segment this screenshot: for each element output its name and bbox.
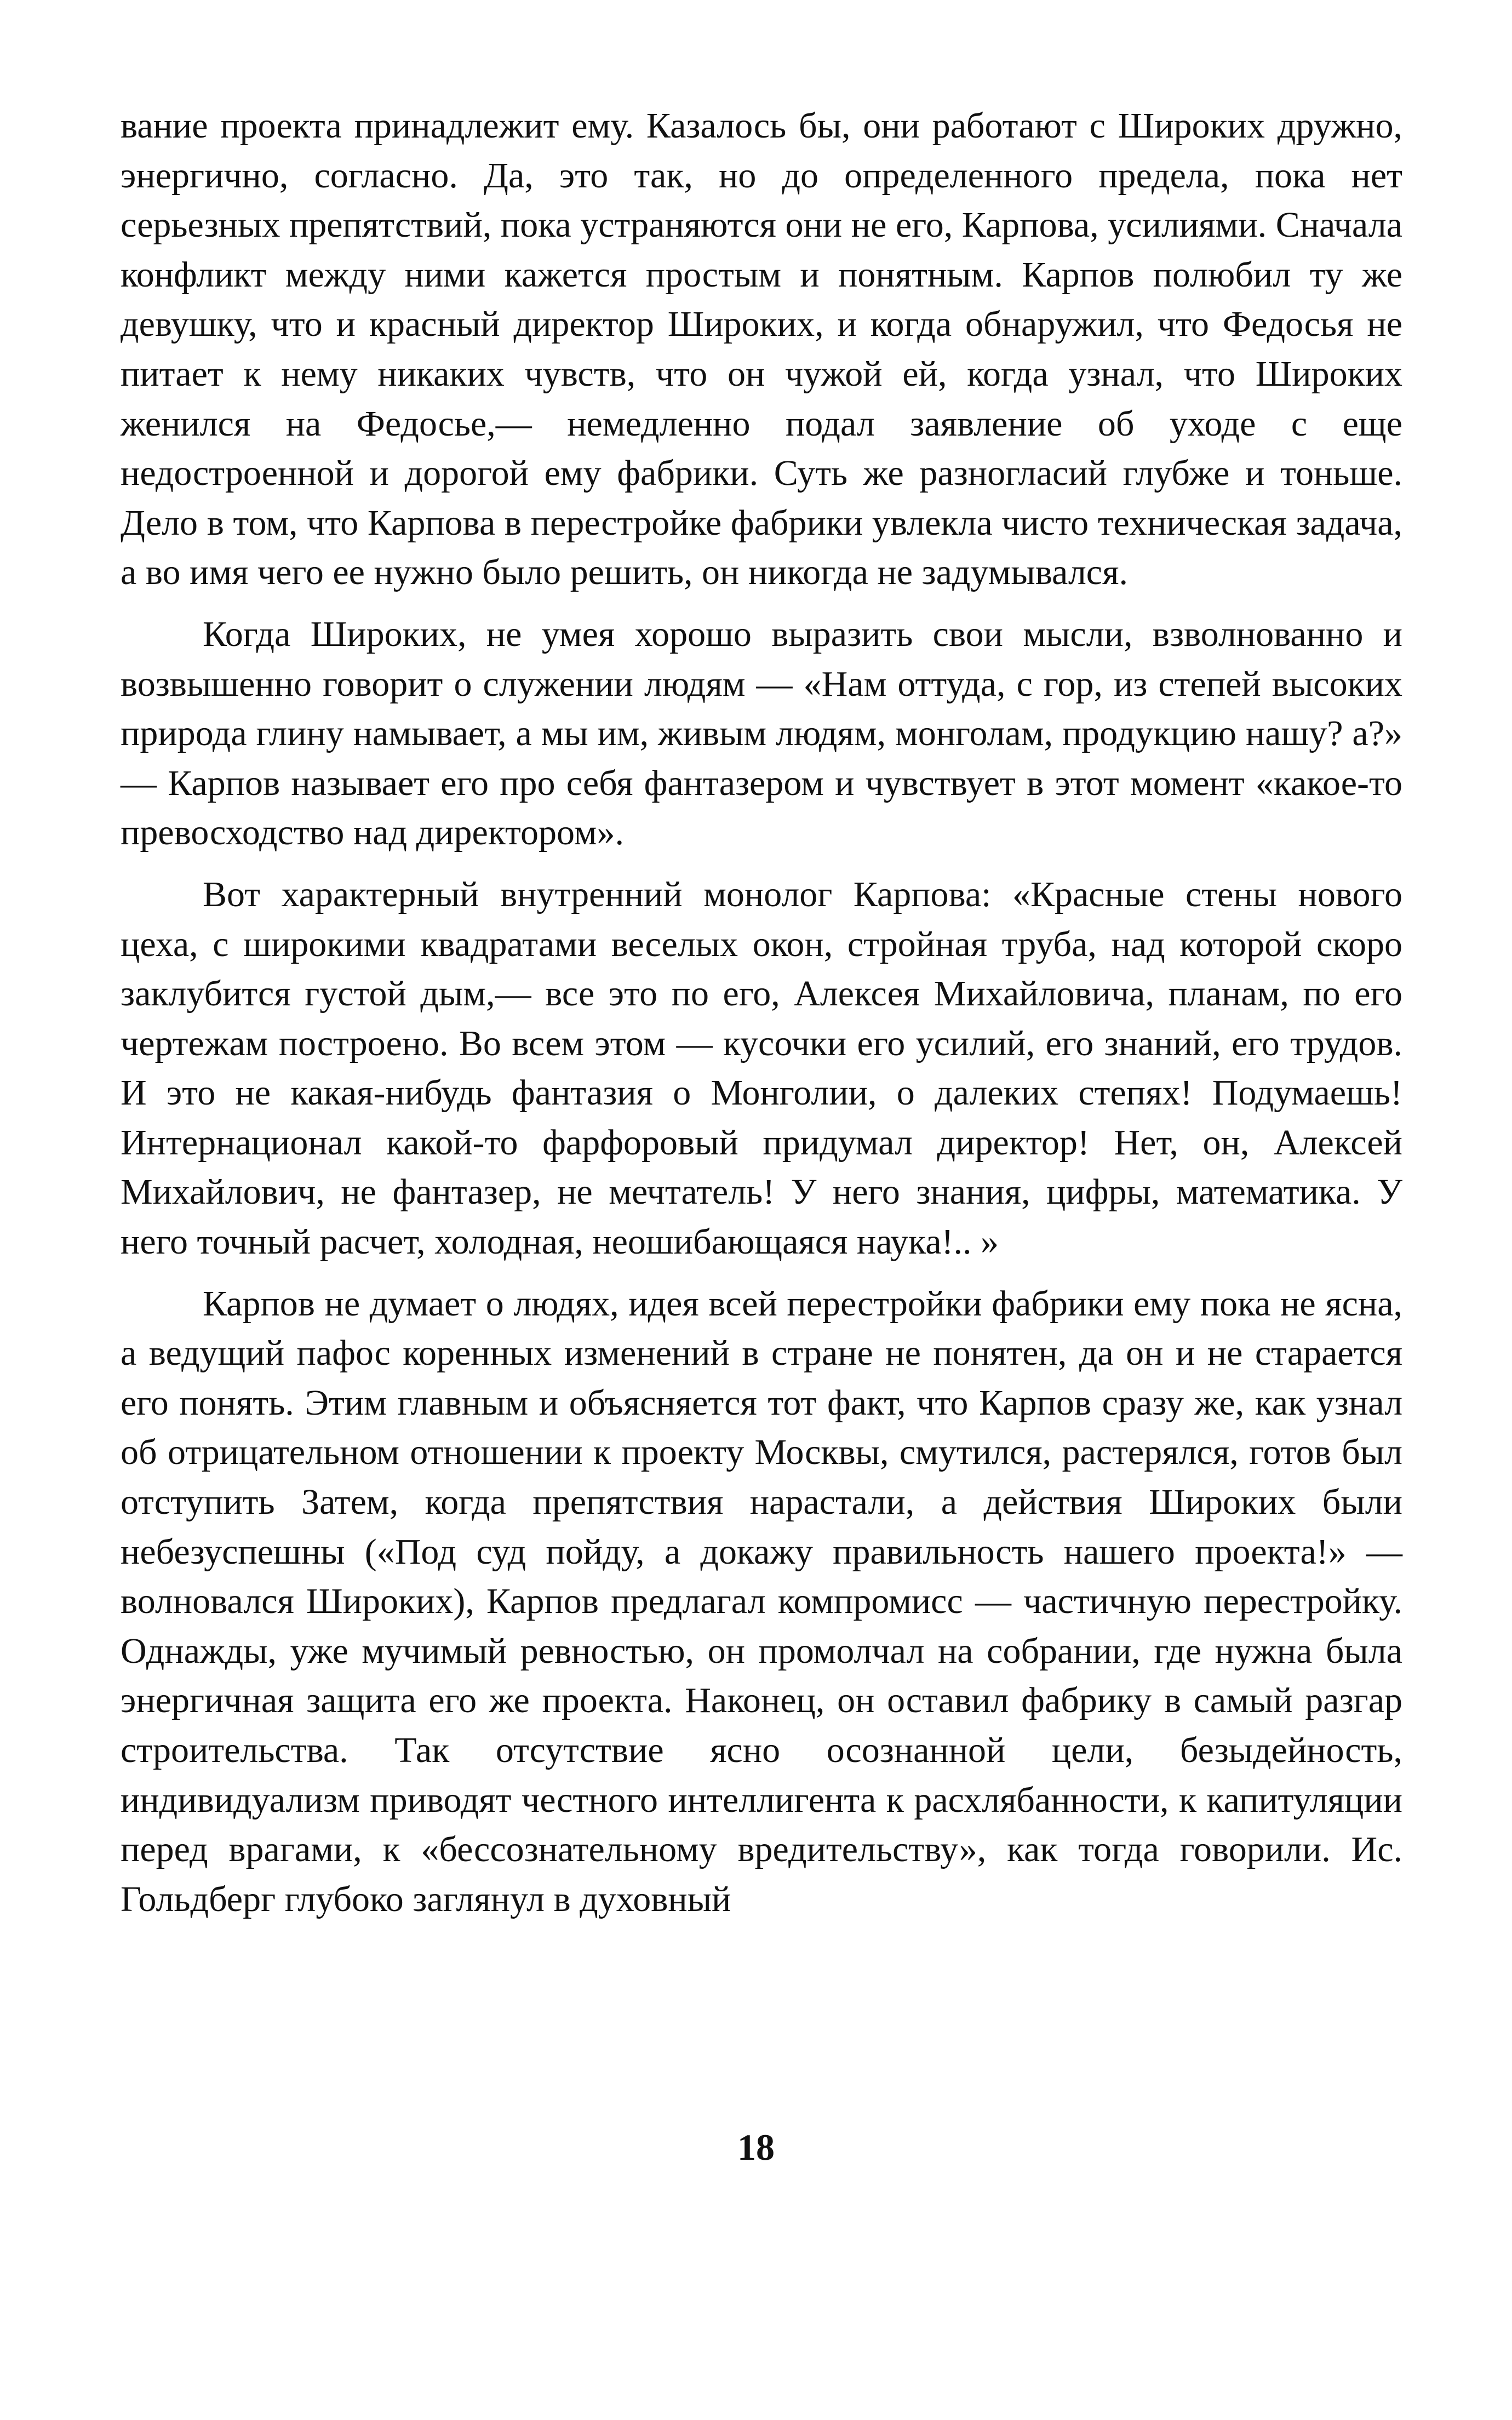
paragraph-4: Карпов не думает о людях, идея всей перестройки фабрики ему пока не ясна, а ведущий пафос коренных изменений в стране не понятен, да он и не старается его понять. Этим главным и объясняется тот факт, что Карпов сразу же, как узнал об отрицательном отношении к проекту Москвы, смутился, растерялся, готов был отступить Затем, когда препятствия нарастали, а действия Широких были небезуспешны («Под суд пойду, а докажу правильность нашего проекта!» — волновался Широких), Карпов предлагал компромисс — частичную перестройку. Однажды, уже мучимый ревностью, он промолчал на собрании, где нужна была энергичная защита его же проекта. Наконец, он оставил фабрику в самый разгар строительства. Так отсутствие ясно осознанной цели, безыдейность, индивидуализм приводят честного интеллигента к расхлябанности, к капитуляции перед врагами, к «бессознательному вредительству», как тогда говорили. Ис. Гольдберг глубоко заглянул в духовный — [121, 1283, 1402, 1919]
body-text — [121, 101, 1402, 1936]
page-number: 18 — [737, 2126, 775, 2168]
paragraph-2: Когда Широких, не умея хорошо выразить свои мысли, взволнованно и возвышенно говорит о служении людям — «Нам оттуда, с гор, из степей высоких природа глину намывает, а мы им, живым людям, монголам, продукцию нашу? а?» — Карпов называет его про себя фантазером и чувствует в этот момент «какое-то превосходство над директором». — [121, 614, 1402, 853]
paragraph-3: Вот характерный внутренний монолог Карпова: «Красные стены нового цеха, с широкими квадратами веселых окон, стройная труба, над которой скоро заклубится густой дым,— все это по его, Алексея Михайловича, планам, по его чертежам построено. Во всем этом — кусочки его усилий, его знаний, его трудов. И это не какая-нибудь фантазия о Монголии, о далеких степях! Подумаешь! Интернационал какой-то фарфоровый придумал директор! Нет, он, Алексей Михайлович, не фантазер, не мечтатель! У него знания, цифры, математика. У него точный расчет, холодная, неошибающаяся наука!.. » — [121, 874, 1402, 1262]
paragraph-1: вание проекта принадлежит ему. Казалось бы, они работают с Широких дружно, энергично, согласно. Да, это так, но до определенного предела, пока нет серьезных препятствий, пока устраняются они не его, Карпова, усилиями. Сначала конфликт между ними кажется простым и понятным. Карпов полюбил ту же девушку, что и красный директор Широких, и когда обнаружил, что Федосья не питает к нему никаких чувств, что он чужой ей, когда узнал, что Широких женился на Федосье,— немедленно подал заявление об уходе с еще недостроенной и дорогой ему фабрики. Суть же разногласий глубже и тоньше. Дело в том, что Карпова в перестройке фабрики увлекла чисто техническая задача, а во имя чего ее нужно было решить, он никогда не задумывался. — [121, 106, 1402, 593]
